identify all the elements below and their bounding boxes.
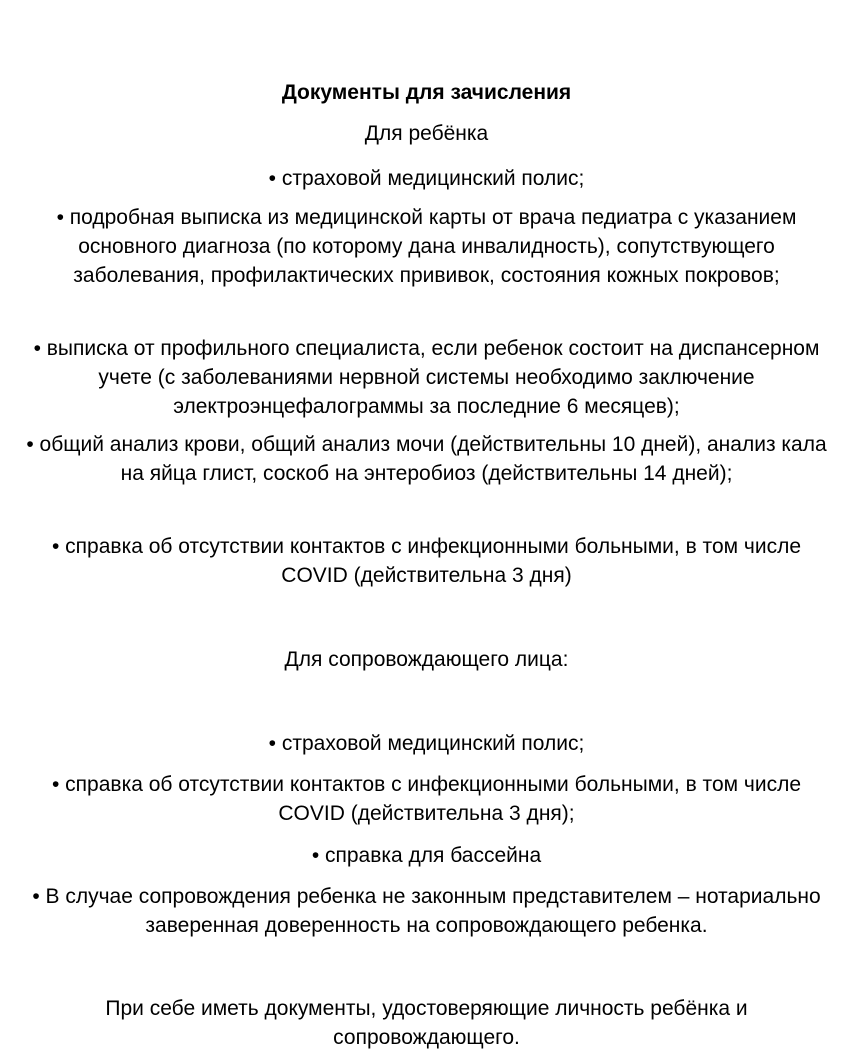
child-section-heading: Для ребёнка (364, 122, 489, 145)
companion-item-no-contacts: • справка об отсутствии контактов с инфекционными больными, в том числе COVID (действительна 3 дня); (52, 773, 801, 825)
child-item-specialist-extract: • выписка от профильного специалиста, если ребенок состоит на диспансерном учете (с заболеваниями нервной системы необходимо заключение электроэнцефалограммы за последние 6 месяцев); (33, 337, 820, 418)
companion-item-insurance: • страховой медицинский полис; (268, 732, 585, 755)
child-item-medical-extract: • подробная выписка из медицинской карты от врача педиатра с указанием основного диагноза (по которому дана инвалидность), сопутствующего заболевания, профилактических прививок, состояния кожных покровов; (56, 206, 797, 287)
child-item-insurance: • страховой медицинский полис; (268, 167, 585, 190)
document-title: Документы для зачисления (281, 81, 572, 104)
companion-item-power-of-attorney: • В случае сопровождения ребенка не законным представителем – нотариально заверенная доверенность на сопровождающего ребенка. (32, 885, 821, 937)
companion-section-heading: Для сопровождающего лица: (284, 648, 569, 671)
companion-item-pool-certificate: • справка для бассейна (311, 844, 542, 867)
child-item-no-contacts: • справка об отсутствии контактов с инфекционными больными, в том числе COVID (действительна 3 дня) (52, 535, 801, 587)
child-item-tests: • общий анализ крови, общий анализ мочи (действительны 10 дней), анализ кала на яйца глист, соскоб на энтеробиоз (действительны 14 дней); (26, 433, 827, 485)
footer-note: При себе иметь документы, удостоверяющие личность ребёнка и сопровождающего. (105, 997, 748, 1049)
